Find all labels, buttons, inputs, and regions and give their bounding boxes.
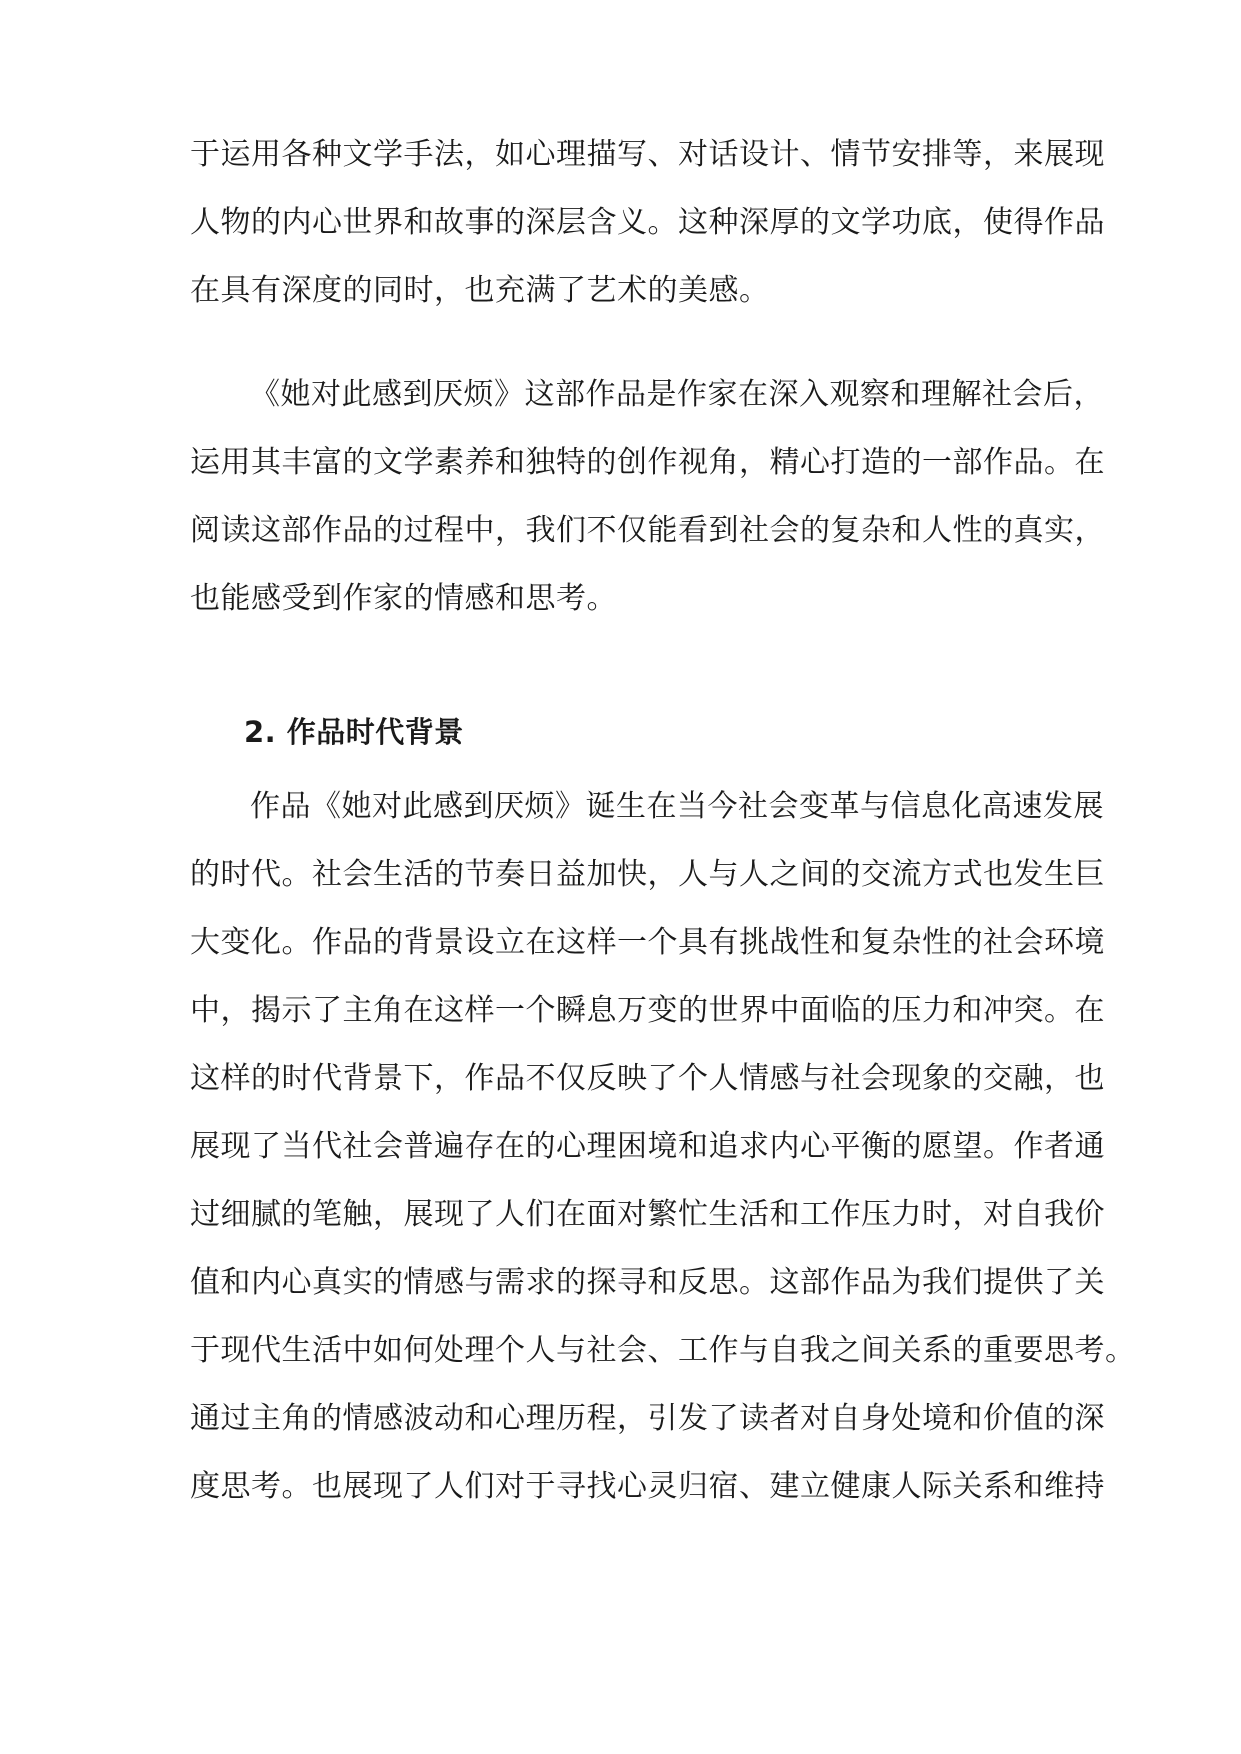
- paragraph-1-line-2: 人物的内心世界和故事的深层含义。这种深厚的文学功底，使得作品: [190, 205, 1105, 240]
- paragraph-3-line-1: 作品《她对此感到厌烦》诞生在当今社会变革与信息化高速发展: [250, 789, 1104, 824]
- section-heading: 2. 作品时代背景: [244, 715, 464, 749]
- paragraph-3-line-3: 大变化。作品的背景设立在这样一个具有挑战性和复杂性的社会环境: [190, 925, 1105, 960]
- paragraph-3-line-7: 过细腻的笔触，展现了人们在面对繁忙生活和工作压力时，对自我价: [190, 1197, 1105, 1232]
- paragraph-3-line-11: 度思考。也展现了人们对于寻找心灵归宿、建立健康人际关系和维持: [190, 1469, 1105, 1504]
- paragraph-3-line-10: 通过主角的情感波动和心理历程，引发了读者对自身处境和价值的深: [190, 1401, 1105, 1436]
- paragraph-3-line-8: 值和内心真实的情感与需求的探寻和反思。这部作品为我们提供了关: [190, 1265, 1105, 1300]
- paragraph-2-line-3: 阅读这部作品的过程中，我们不仅能看到社会的复杂和人性的真实，: [190, 513, 1105, 548]
- paragraph-2-line-1: 《她对此感到厌烦》这部作品是作家在深入观察和理解社会后，: [250, 377, 1104, 412]
- paragraph-2-line-4: 也能感受到作家的情感和思考。: [190, 581, 617, 616]
- paragraph-3-line-5: 这样的时代背景下，作品不仅反映了个人情感与社会现象的交融，也: [190, 1061, 1105, 1096]
- paragraph-1-line-3: 在具有深度的同时，也充满了艺术的美感。: [190, 273, 770, 308]
- paragraph-2-line-2: 运用其丰富的文学素养和独特的创作视角，精心打造的一部作品。在: [190, 445, 1105, 480]
- paragraph-3-line-6: 展现了当代社会普遍存在的心理困境和追求内心平衡的愿望。作者通: [190, 1129, 1105, 1164]
- paragraph-3-line-9: 于现代生活中如何处理个人与社会、工作与自我之间关系的重要思考。: [190, 1333, 1136, 1368]
- paragraph-3-line-2: 的时代。社会生活的节奏日益加快，人与人之间的交流方式也发生巨: [190, 857, 1105, 892]
- paragraph-3-line-4: 中，揭示了主角在这样一个瞬息万变的世界中面临的压力和冲突。在: [190, 993, 1105, 1028]
- paragraph-1-line-1: 于运用各种文学手法，如心理描写、对话设计、情节安排等，来展现: [190, 137, 1105, 172]
